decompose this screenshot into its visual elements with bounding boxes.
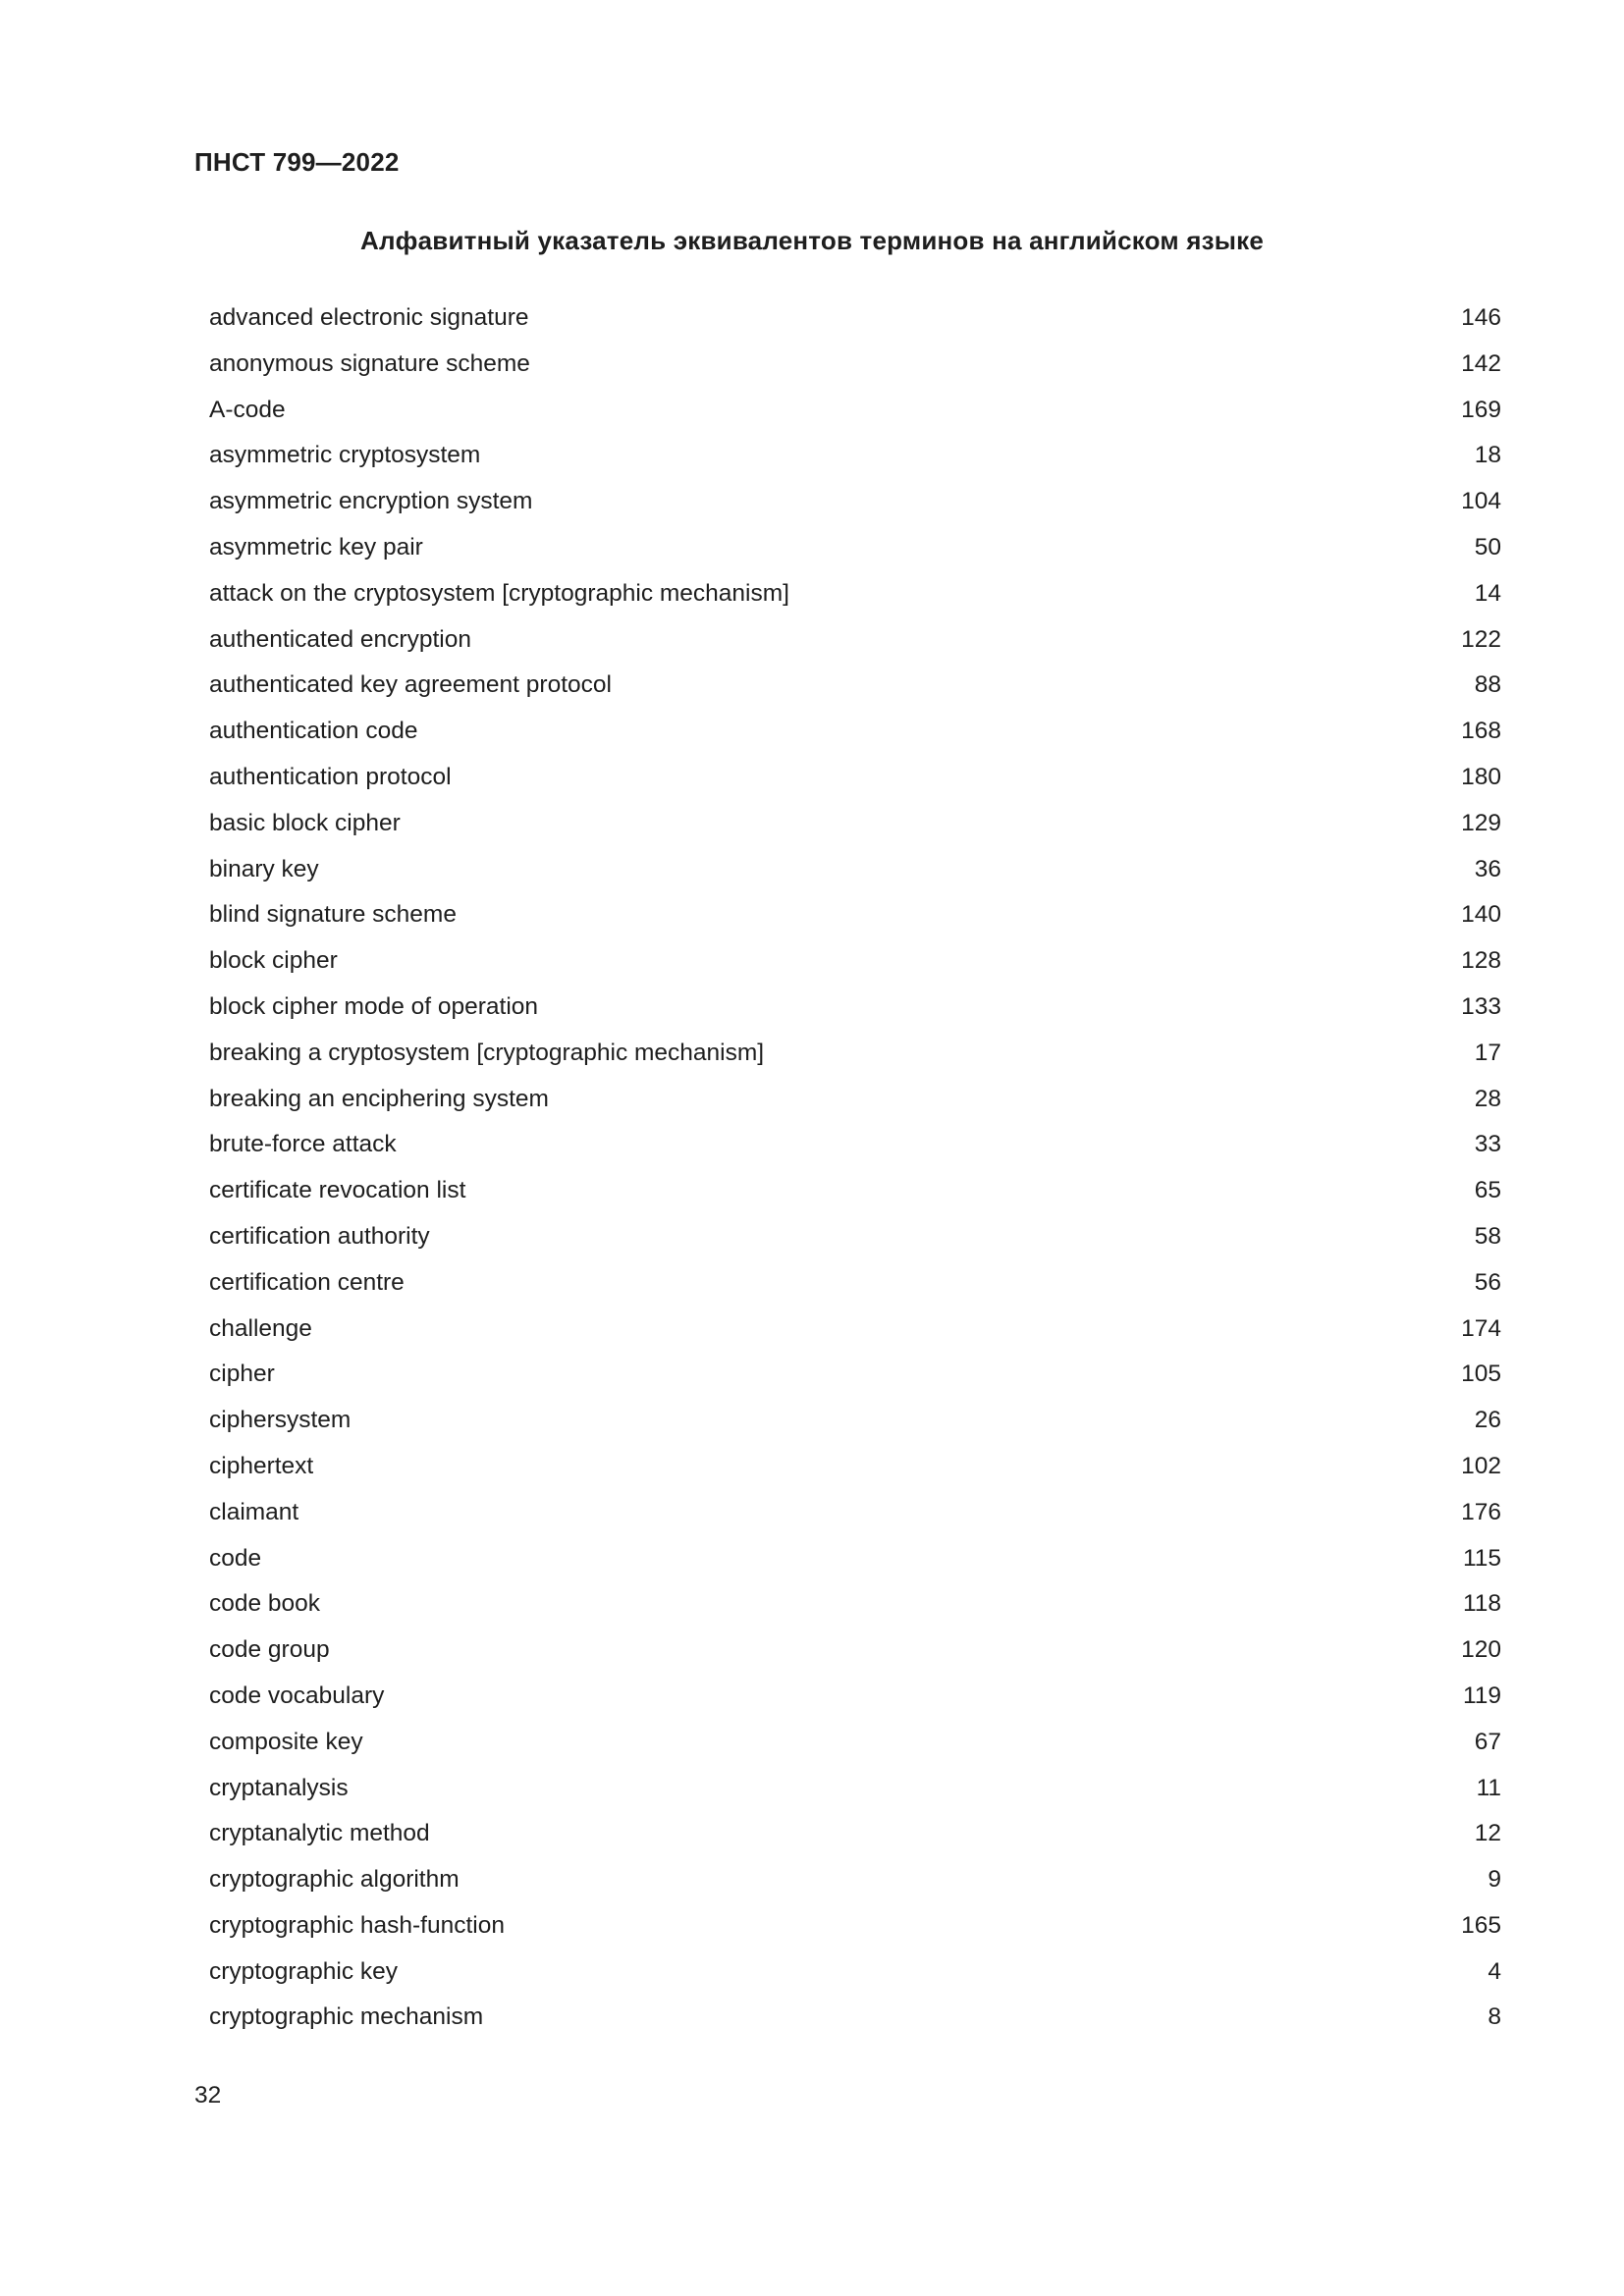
index-entry [209,1679,1501,1725]
index-entry-term: cryptographic mechanism [209,2003,484,2031]
index-entry [209,1954,1501,2001]
index-entry-term: certification centre [209,1268,405,1296]
index-entry-ref: 176 [1461,1498,1501,1525]
index-entry-term: challenge [209,1314,312,1342]
index-title: Алфавитный указатель эквивалентов терминов на английском языке [359,226,1265,255]
index-entry-ref: 133 [1461,992,1501,1020]
index-entry [209,1495,1501,1541]
index-entry-term: asymmetric encryption system [209,488,533,515]
index-entry-ref: 88 [1474,671,1501,699]
index-entry [209,484,1501,530]
index-entry-term: attack on the cryptosystem [cryptographic mechanism] [209,579,789,607]
index-entry [209,1862,1501,1908]
index-entry [209,714,1501,760]
index-entry-ref: 120 [1461,1636,1501,1664]
index-entry-ref: 142 [1461,349,1501,377]
index-entry [209,576,1501,622]
index-entry-term: cryptanalytic method [209,1820,430,1847]
index-entry-ref: 169 [1461,396,1501,423]
index-entry [209,667,1501,714]
index-entry-term: anonymous signature scheme [209,349,530,377]
index-entry [209,806,1501,852]
index-entry-ref: 115 [1462,1544,1501,1572]
index-entry-term: asymmetric key pair [209,533,423,561]
index-entry-ref: 180 [1461,763,1501,790]
index-entry-ref: 36 [1474,855,1501,882]
index-entry-ref: 50 [1474,533,1501,561]
index-entry [209,438,1501,484]
document-code: ПНСТ 799—2022 [194,147,400,177]
index-entry-term: breaking a cryptosystem [cryptographic mechanism] [209,1039,765,1066]
index-entry [209,530,1501,576]
index-entry [209,1219,1501,1265]
index-entry [209,393,1501,439]
index-entry-ref: 14 [1474,579,1501,607]
index-entry [209,1082,1501,1128]
index-entry-term: composite key [209,1728,363,1755]
index-entry-term: authentication protocol [209,763,452,790]
index-entry-ref: 122 [1461,625,1501,653]
index-entry [209,1586,1501,1632]
index-entry [209,1311,1501,1358]
index-entry-ref: 119 [1462,1682,1501,1709]
index-entry-term: authentication code [209,718,418,745]
index-entry-term: cryptographic key [209,1957,399,1985]
index-entry-list [209,300,1501,2046]
index-entry-term: authenticated key agreement protocol [209,671,612,699]
index-entry-ref: 4 [1488,1957,1501,1985]
index-entry-ref: 118 [1462,1590,1501,1618]
index-entry-ref: 129 [1461,809,1501,836]
index-entry-ref: 58 [1474,1222,1501,1250]
index-entry [209,760,1501,806]
index-entry-term: advanced electronic signature [209,304,529,331]
index-entry-ref: 67 [1474,1728,1501,1755]
index-entry-term: ciphersystem [209,1407,352,1434]
index-entry [209,1403,1501,1449]
index-entry-term: cryptanalysis [209,1774,349,1801]
index-entry-ref: 33 [1474,1131,1501,1158]
index-entry [209,897,1501,943]
index-entry [209,300,1501,347]
index-entry [209,1357,1501,1403]
index-entry [209,622,1501,668]
index-entry-term: code [209,1544,262,1572]
index-entry [209,989,1501,1036]
index-entry [209,943,1501,989]
index-entry-term: ciphertext [209,1452,314,1479]
index-entry-term: blind signature scheme [209,901,457,929]
index-entry-ref: 146 [1461,304,1501,331]
index-entry-term: code vocabulary [209,1682,385,1709]
index-entry-term: A-code [209,396,286,423]
index-entry-ref: 65 [1474,1177,1501,1204]
index-entry-ref: 56 [1474,1268,1501,1296]
index-entry [209,1449,1501,1495]
index-entry-term: block cipher mode of operation [209,992,539,1020]
page-number: 32 [194,2082,222,2109]
index-entry [209,1173,1501,1219]
index-entry [209,1127,1501,1173]
index-entry-ref: 102 [1461,1452,1501,1479]
index-entry-ref: 104 [1461,488,1501,515]
index-entry [209,1265,1501,1311]
index-entry [209,1632,1501,1679]
index-entry-term: basic block cipher [209,809,401,836]
index-entry-ref: 105 [1461,1361,1501,1388]
index-entry-term: binary key [209,855,319,882]
index-entry-ref: 128 [1461,947,1501,975]
index-entry-term: cipher [209,1361,275,1388]
index-entry [209,852,1501,898]
index-entry-ref: 26 [1474,1407,1501,1434]
index-entry-term: asymmetric cryptosystem [209,442,481,469]
index-entry-ref: 140 [1461,901,1501,929]
index-entry-term: cryptographic hash-function [209,1911,505,1939]
index-entry-term: block cipher [209,947,338,975]
index-entry-ref: 12 [1474,1820,1501,1847]
index-entry-ref: 11 [1476,1774,1501,1801]
index-entry-term: cryptographic algorithm [209,1866,460,1894]
index-entry-ref: 8 [1488,2003,1501,2031]
index-entry [209,2000,1501,2046]
index-entry-ref: 168 [1461,718,1501,745]
index-entry-term: claimant [209,1498,299,1525]
index-entry-ref: 9 [1488,1866,1501,1894]
index-entry-term: authenticated encryption [209,625,471,653]
index-entry-ref: 17 [1474,1039,1501,1066]
index-entry [209,1771,1501,1817]
index-entry [209,1036,1501,1082]
index-entry-ref: 18 [1474,442,1501,469]
index-entry [209,1816,1501,1862]
index-entry-term: code group [209,1636,330,1664]
index-entry-term: code book [209,1590,321,1618]
index-entry [209,347,1501,393]
index-entry [209,1908,1501,1954]
index-entry [209,1725,1501,1771]
index-entry-ref: 174 [1461,1314,1501,1342]
index-entry-term: breaking an enciphering system [209,1085,549,1112]
index-entry [209,1541,1501,1587]
index-entry-term: brute-force attack [209,1131,397,1158]
index-entry-term: certification authority [209,1222,430,1250]
index-entry-ref: 28 [1474,1085,1501,1112]
index-entry-term: certificate revocation list [209,1177,466,1204]
index-entry-ref: 165 [1461,1911,1501,1939]
